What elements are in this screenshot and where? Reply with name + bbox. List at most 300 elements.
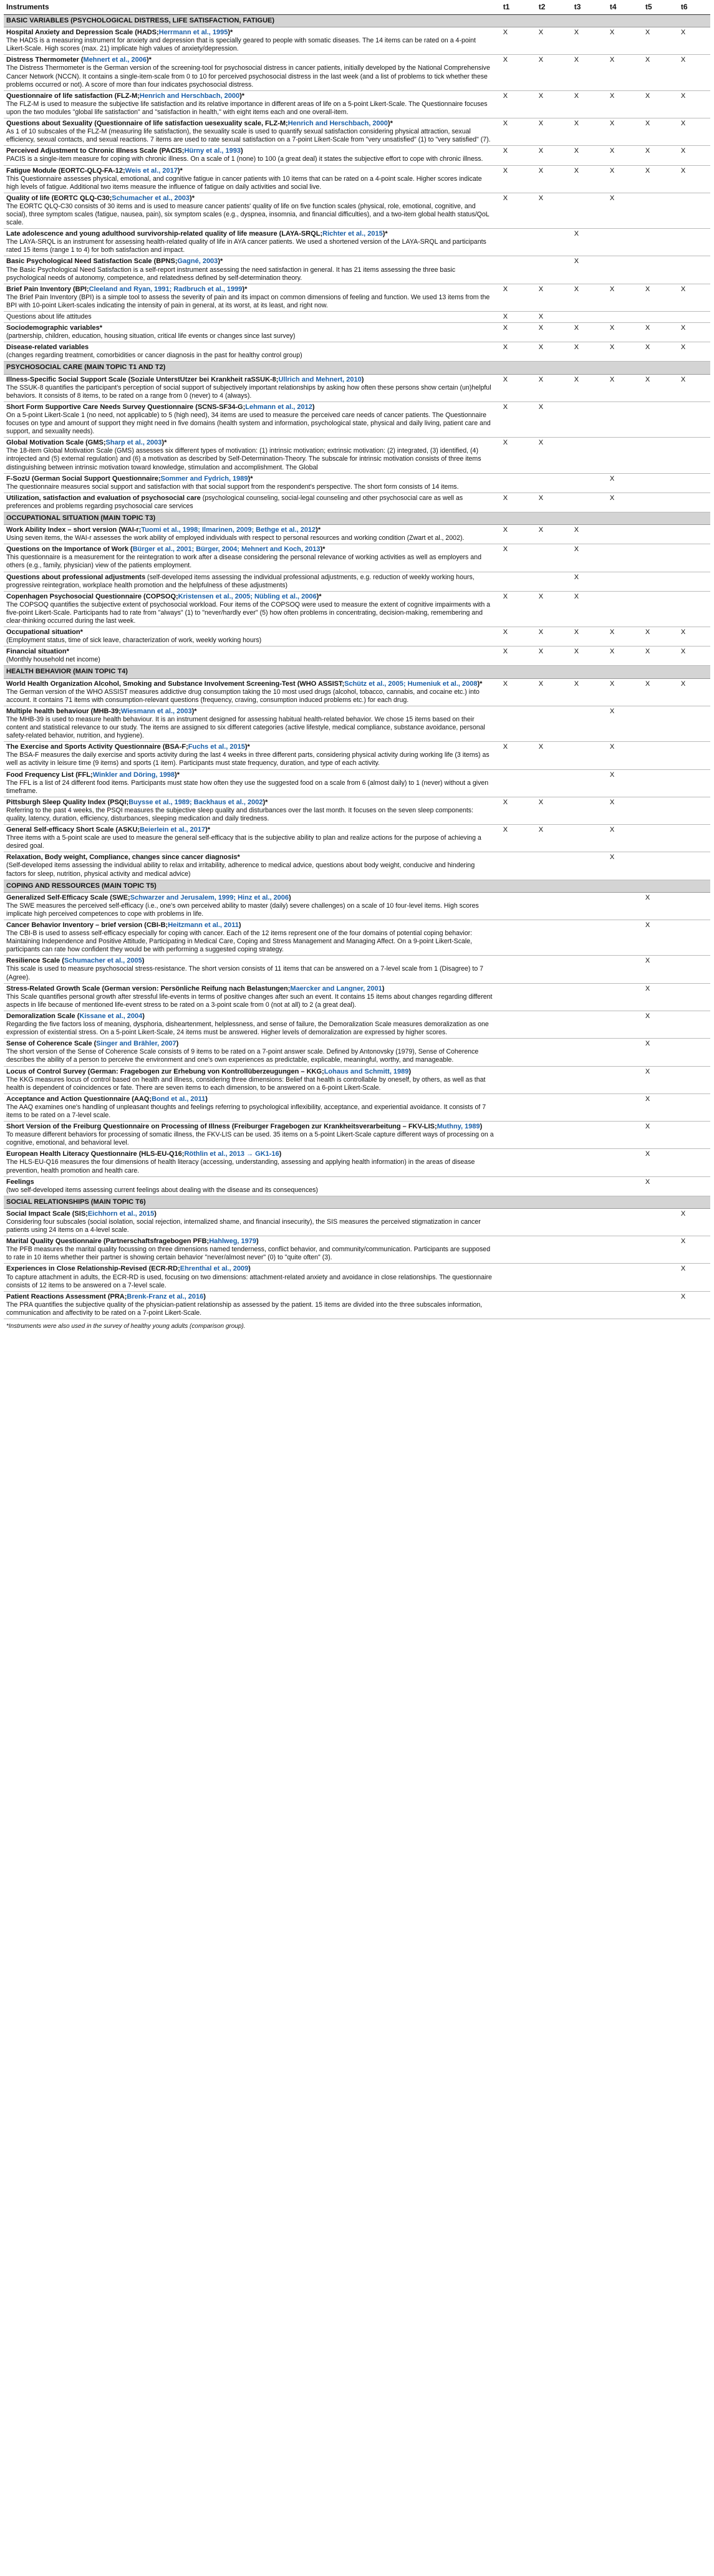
t4-mark bbox=[604, 1011, 639, 1038]
instrument-description: The MHB-39 is used to measure health behaviour. It is an instrument designed for assessing habitual health-related behavior. We chose 15 items based on their content and statistical relevance to our study. The items are assigned to six different categories (active lifestyle, medical compliance, substance avoidance, personal safety-related behavior, nutrition, and hygiene). bbox=[6, 715, 485, 740]
t6-mark bbox=[675, 525, 710, 544]
instrument-name: Quality of life (EORTC QLQ-C30; bbox=[6, 194, 112, 202]
t2-mark: X bbox=[533, 284, 568, 311]
instrument-description: The PFB measures the marital quality focussing on three dimensions named tenderness, conflict behavior, and community/communication. Participants are supposed to rate in 10 items whether their partner is showing certain behavior "never/almost never" (0) to "quite often" (3). bbox=[6, 1246, 491, 1262]
section-header-row bbox=[4, 15, 710, 27]
instrument-name-suffix: )* bbox=[239, 92, 245, 100]
instrument-description: (partnership, children, education, housing situation, critical life events or changes since last survey) bbox=[6, 332, 296, 340]
instrument-name: Disease-related variables bbox=[6, 344, 89, 352]
t5-mark: X bbox=[639, 90, 675, 118]
t4-mark: X bbox=[604, 342, 639, 362]
instrument-name-suffix: )* bbox=[190, 194, 195, 202]
instrument-name: F-SozU (German Social Support Questionnaire; bbox=[6, 474, 161, 483]
table-footnote: *Instruments were also used in the survey of healthy young adults (comparison group). bbox=[6, 1323, 246, 1330]
instrument-reference[interactable]: Sommer and Fydrich, 1989 bbox=[160, 474, 248, 483]
instrument-row bbox=[4, 27, 710, 55]
instrument-cell bbox=[4, 256, 497, 284]
instrument-cell bbox=[4, 284, 497, 311]
t1-mark: X bbox=[497, 544, 533, 572]
instrument-row bbox=[4, 374, 710, 401]
instrument-reference[interactable]: Winkler and Döring, 1998 bbox=[92, 771, 175, 779]
instrument-cell bbox=[4, 1236, 497, 1264]
instrument-row bbox=[4, 146, 710, 165]
t4-mark bbox=[604, 591, 639, 627]
t5-mark bbox=[639, 1264, 675, 1291]
t3-mark bbox=[568, 769, 604, 797]
t4-mark bbox=[604, 312, 639, 323]
t5-mark: X bbox=[639, 284, 675, 311]
t6-mark: X bbox=[675, 342, 710, 362]
instrument-row bbox=[4, 1208, 710, 1236]
instrument-name-suffix: ) bbox=[279, 1150, 282, 1158]
t4-mark bbox=[604, 1066, 639, 1093]
instrument-row bbox=[4, 1039, 710, 1066]
t2-mark bbox=[533, 229, 568, 256]
t4-mark bbox=[604, 956, 639, 983]
t2-mark: X bbox=[533, 627, 568, 646]
instrument-cell bbox=[4, 312, 497, 323]
instrument-name: Global Motivation Scale (GMS; bbox=[6, 439, 106, 447]
instrument-reference[interactable]: Schumacher et al., 2005 bbox=[64, 957, 142, 965]
t3-mark bbox=[568, 1291, 604, 1319]
t3-mark: X bbox=[568, 146, 604, 165]
t1-mark: X bbox=[497, 55, 533, 90]
instrument-name-suffix: )* bbox=[205, 826, 211, 834]
t1-mark: X bbox=[497, 627, 533, 646]
instrument-description: As 1 of 10 subscales of the FLZ-M (measuring life satisfaction), the sexuality scale is used to quantify sexual satisfaction considering physical attraction, sexual efficiency, sexual contacts, and sexual reactions. 7 items are used to rate sexual satisfaction on a 7-point Likert-Scale from "very unsatisfied" (1) to "very satisfied" (7). bbox=[6, 128, 491, 144]
t1-mark: X bbox=[497, 90, 533, 118]
instrument-row bbox=[4, 284, 710, 311]
t1-mark bbox=[497, 1236, 533, 1264]
t1-mark bbox=[497, 769, 533, 797]
instrument-name-suffix: )* bbox=[191, 707, 197, 715]
t1-mark bbox=[497, 920, 533, 956]
t3-mark: X bbox=[568, 544, 604, 572]
instrument-reference[interactable]: Ullrich and Mehnert, 2010 bbox=[278, 375, 362, 383]
t5-mark: X bbox=[639, 956, 675, 983]
t5-column-header: t5 bbox=[639, 0, 675, 15]
t3-mark: X bbox=[568, 165, 604, 193]
t6-mark bbox=[675, 572, 710, 591]
instrument-reference[interactable]: Schütz et al., 2005; Humeniuk et al., 2008 bbox=[344, 680, 478, 688]
t1-mark bbox=[497, 1176, 533, 1196]
instrument-row bbox=[4, 193, 710, 228]
instrument-cell bbox=[4, 678, 497, 706]
t4-mark: X bbox=[604, 797, 639, 824]
instrument-name-suffix: )* bbox=[162, 439, 167, 447]
instrument-name: Demoralization Scale ( bbox=[6, 1012, 80, 1020]
instrument-reference[interactable]: Hahlweg, 1979 bbox=[209, 1238, 257, 1246]
t2-mark bbox=[533, 920, 568, 956]
instrument-reference[interactable]: Henrich and Herschbach, 2000 bbox=[287, 120, 388, 128]
t4-mark: X bbox=[604, 769, 639, 797]
instrument-name-suffix: ) bbox=[480, 1123, 483, 1131]
instrument-reference[interactable]: Brenk-Franz et al., 2016 bbox=[127, 1292, 204, 1300]
t2-mark bbox=[533, 983, 568, 1011]
t1-column-header: t1 bbox=[497, 0, 533, 15]
instrument-description: (changes regarding treatment, comorbidities or cancer diagnosis in the past for healthy control group) bbox=[6, 352, 302, 360]
t5-mark bbox=[639, 769, 675, 797]
t6-mark bbox=[675, 438, 710, 473]
t6-mark bbox=[675, 256, 710, 284]
instrument-reference[interactable]: Maercker and Langner, 2001 bbox=[290, 984, 382, 992]
t2-column-header: t2 bbox=[533, 0, 568, 15]
t4-mark bbox=[604, 438, 639, 473]
instrument-description: Referring to the past 4 weeks, the PSQI measures the subjective sleep quality and disturbances over the last month. It focuses on the seven sleep components: quality, latency, duration, efficiency, disturbances, sleeping medication and daily tiredness. bbox=[6, 806, 474, 822]
instrument-cell bbox=[4, 825, 497, 852]
instrument-row bbox=[4, 1066, 710, 1093]
t5-mark: X bbox=[639, 1011, 675, 1038]
t4-mark: X bbox=[604, 493, 639, 512]
table-body bbox=[4, 15, 710, 1319]
t3-mark: X bbox=[568, 342, 604, 362]
instrument-name: Questions on the Importance of Work ( bbox=[6, 545, 133, 554]
t6-mark bbox=[675, 797, 710, 824]
instrument-reference[interactable]: Kissane et al., 2004 bbox=[79, 1012, 143, 1020]
instrument-name: Social Impact Scale (SIS; bbox=[6, 1209, 88, 1218]
instrument-cell bbox=[4, 1039, 497, 1066]
instrument-cell bbox=[4, 342, 497, 362]
instrument-cell bbox=[4, 920, 497, 956]
t3-mark: X bbox=[568, 229, 604, 256]
instrument-name-suffix: ) bbox=[361, 375, 364, 383]
t3-mark bbox=[568, 1208, 604, 1236]
t3-mark: X bbox=[568, 118, 604, 146]
t3-mark bbox=[568, 852, 604, 880]
instrument-name-suffix: )* bbox=[248, 474, 253, 483]
t5-mark bbox=[639, 256, 675, 284]
t2-mark: X bbox=[533, 742, 568, 769]
instrument-cell bbox=[4, 1176, 497, 1196]
t3-mark bbox=[568, 920, 604, 956]
instrument-cell bbox=[4, 742, 497, 769]
instrument-name: Resilience Scale ( bbox=[6, 957, 64, 965]
t4-mark bbox=[604, 572, 639, 591]
t1-mark: X bbox=[497, 742, 533, 769]
instrument-reference[interactable]: Weis et al., 2017 bbox=[125, 166, 178, 175]
instrument-name-suffix: ) bbox=[176, 1040, 179, 1048]
t5-mark bbox=[639, 572, 675, 591]
instrument-reference[interactable]: Ehrenthal et al., 2009 bbox=[180, 1265, 249, 1273]
t1-mark bbox=[497, 706, 533, 741]
t6-mark: X bbox=[675, 1236, 710, 1264]
t4-mark: X bbox=[604, 473, 639, 493]
t5-mark bbox=[639, 1236, 675, 1264]
t1-mark bbox=[497, 1264, 533, 1291]
t3-mark bbox=[568, 193, 604, 228]
section-header-row bbox=[4, 1196, 710, 1208]
instrument-cell bbox=[4, 591, 497, 627]
t6-mark: X bbox=[675, 1291, 710, 1319]
t4-mark: X bbox=[604, 374, 639, 401]
t3-mark: X bbox=[568, 627, 604, 646]
t3-mark bbox=[568, 1149, 604, 1176]
instrument-cell bbox=[4, 852, 497, 880]
instrument-reference[interactable]: Eichhorn et al., 2015 bbox=[87, 1209, 155, 1218]
instrument-row bbox=[4, 769, 710, 797]
instrument-name: Short Form Supportive Care Needs Survey Questionnaire (SCNS-SF34-G; bbox=[6, 403, 246, 411]
t2-mark: X bbox=[533, 438, 568, 473]
instrument-cell bbox=[4, 525, 497, 544]
t1-mark: X bbox=[497, 401, 533, 437]
instrument-row bbox=[4, 256, 710, 284]
t2-mark: X bbox=[533, 342, 568, 362]
instrument-reference[interactable]: Sharp et al., 2003 bbox=[105, 439, 162, 447]
instrument-row bbox=[4, 825, 710, 852]
instrument-reference[interactable]: Richter et al., 2015 bbox=[322, 230, 383, 238]
instrument-name: World Health Organization Alcohol, Smoking and Substance Involvement Screening-Test (WHO ASSIST; bbox=[6, 680, 345, 688]
instrument-reference[interactable]: Heitzmann et al., 2011 bbox=[168, 921, 239, 929]
t4-mark bbox=[604, 1291, 639, 1319]
instrument-description: This Questionnaire assesses physical, emotional, and cognitive fatigue in cancer patients with 10 items that can be rated on a 4-point scale. Higher scores indicate high levels of fatigue. Additional two items measure the influence of fatigue on daily activities and social live. bbox=[6, 175, 482, 191]
instrument-name-suffix: ) bbox=[240, 147, 243, 155]
instrument-row bbox=[4, 342, 710, 362]
instrument-row bbox=[4, 627, 710, 646]
instrument-row bbox=[4, 983, 710, 1011]
instrument-reference[interactable]: Herrmann et al., 1995 bbox=[158, 29, 228, 37]
instrument-name: Patient Reactions Assessment (PRA; bbox=[6, 1292, 127, 1300]
instrument-row bbox=[4, 165, 710, 193]
t3-mark bbox=[568, 706, 604, 741]
instrument-name: Financial situation* bbox=[6, 648, 69, 656]
instrument-name: Questionnaire of life satisfaction (FLZ-M; bbox=[6, 92, 140, 100]
section-title: HEALTH BEHAVIOR (MAIN TOPIC T4) bbox=[4, 666, 710, 678]
instrument-description: On a 5-point Likert-Scale 1 (no need, not applicable) to 5 (high need), 34 items are used to measure the perceived care needs of cancer patients. The Questionnaire focuses on type and amount of support they might need in five domains (health system and information, psychological state, physical and daily living, patient care and support, and sexuality needs). bbox=[6, 411, 491, 436]
instrument-cell bbox=[4, 1149, 497, 1176]
instrument-name-suffix: ) bbox=[238, 921, 241, 929]
t5-mark bbox=[639, 742, 675, 769]
t3-mark: X bbox=[568, 591, 604, 627]
t2-mark: X bbox=[533, 591, 568, 627]
t4-mark bbox=[604, 1122, 639, 1149]
t3-mark bbox=[568, 742, 604, 769]
instrument-reference[interactable]: Henrich and Herschbach, 2000 bbox=[139, 92, 240, 100]
t5-mark: X bbox=[639, 118, 675, 146]
instrument-reference[interactable]: Bürger et al., 2001; Bürger, 2004; Mehnert and Koch, 2013 bbox=[132, 545, 321, 554]
instrument-cell bbox=[4, 374, 497, 401]
t5-mark bbox=[639, 706, 675, 741]
t5-mark: X bbox=[639, 1093, 675, 1121]
t1-mark: X bbox=[497, 797, 533, 824]
t6-mark: X bbox=[675, 146, 710, 165]
instrument-reference[interactable]: Beierlein et al., 2017 bbox=[139, 826, 206, 834]
t6-mark: X bbox=[675, 90, 710, 118]
t2-mark bbox=[533, 1093, 568, 1121]
instrument-name-suffix: )* bbox=[263, 798, 268, 806]
section-title: OCCUPATIONAL SITUATION (MAIN TOPIC T3) bbox=[4, 512, 710, 524]
t4-mark bbox=[604, 544, 639, 572]
t1-mark bbox=[497, 473, 533, 493]
instrument-description: Regarding the five factors loss of meaning, dysphoria, disheartenment, helplessness, and sense of failure, the Demoralization Scale measures demoralization as one expression of existential stress. On a 5-point Likert-Scale, 24 items must be answered. Higher levels of demoralization are expressed by higher scores. bbox=[6, 1021, 489, 1037]
instrument-reference[interactable]: Cleeland and Ryan, 1991; Radbruch et al., 1999 bbox=[89, 285, 243, 293]
instrument-name-suffix: )* bbox=[316, 592, 322, 600]
t5-mark: X bbox=[639, 646, 675, 666]
t2-mark bbox=[533, 1208, 568, 1236]
t3-mark bbox=[568, 493, 604, 512]
instrument-reference[interactable]: Schwarzer and Jerusalem, 1999; Hinz et al., 2006 bbox=[130, 893, 289, 901]
t6-mark bbox=[675, 983, 710, 1011]
t4-mark bbox=[604, 525, 639, 544]
t3-mark bbox=[568, 825, 604, 852]
t4-mark: X bbox=[604, 852, 639, 880]
instrument-name-suffix: ) bbox=[248, 1265, 251, 1273]
instrument-row bbox=[4, 572, 710, 591]
section-title: SOCIAL RELATIONSHIPS (MAIN TOPIC T6) bbox=[4, 1196, 710, 1208]
instrument-cell bbox=[4, 90, 497, 118]
t4-mark: X bbox=[604, 284, 639, 311]
t2-mark: X bbox=[533, 646, 568, 666]
instrument-reference[interactable]: Gagné, 2003 bbox=[177, 257, 218, 266]
instrument-name: Utilization, satisfaction and evaluation of psychosocial care bbox=[6, 494, 201, 502]
instrument-name-suffix: )* bbox=[242, 285, 248, 293]
t3-mark bbox=[568, 892, 604, 920]
table-header-row bbox=[4, 0, 710, 15]
t6-mark bbox=[675, 591, 710, 627]
t6-mark bbox=[675, 1066, 710, 1093]
instrument-description: The Basic Psychological Need Satisfaction is a self-report instrument assessing the need satisfaction in general. It has 21 items assessing the three basic psychological needs of autonomy, competence, and relatedness defined by self-determination theory. bbox=[6, 266, 456, 282]
t1-mark: X bbox=[497, 525, 533, 544]
t3-mark bbox=[568, 1066, 604, 1093]
instrument-description: PACIS is a single-item measure for coping with chronic illness. On a scale of 1 (none) to 100 (a great deal) it states the subjective effort to cope with chronic illness. bbox=[6, 155, 483, 163]
instrument-cell bbox=[4, 401, 497, 437]
t4-mark bbox=[604, 401, 639, 437]
t4-mark: X bbox=[604, 193, 639, 228]
t4-mark: X bbox=[604, 118, 639, 146]
instrument-row bbox=[4, 323, 710, 342]
instrument-reference[interactable]: Röthlin et al., 2013 → GK1-16 bbox=[184, 1150, 279, 1158]
t6-mark: X bbox=[675, 646, 710, 666]
instrument-reference[interactable]: Wiesmann et al., 2003 bbox=[120, 707, 192, 715]
instrument-name: Experiences in Close Relationship-Revised (ECR-RD; bbox=[6, 1265, 180, 1273]
t4-mark: X bbox=[604, 627, 639, 646]
instrument-row bbox=[4, 438, 710, 473]
t3-mark bbox=[568, 1176, 604, 1196]
instrument-description: The LAYA-SRQL is an instrument for assessing health-related quality of life in AYA cancer patients. We used a shortened version of the LAYA-SRQL and participants rated 15 items (range 1 to 4) for both satisfaction and impact. bbox=[6, 238, 486, 254]
t6-mark bbox=[675, 1093, 710, 1121]
instrument-description: The PRA quantifies the subjective quality of the physician-patient relationship as assessed by the patient. 15 items are divided into the three subscales information, communication and affectivity to be rated on a 7-point Likert-Scale. bbox=[6, 1300, 483, 1317]
instrument-description: To capture attachment in adults, the ECR-RD is used, focusing on two dimensions: attachment-related anxiety and avoidance in close relationships. The questionnaire consists of 12 items to be answered on a 7-level scale. bbox=[6, 1273, 492, 1289]
t1-mark bbox=[497, 229, 533, 256]
t3-column-header: t3 bbox=[568, 0, 604, 15]
t6-mark: X bbox=[675, 27, 710, 55]
instrument-reference[interactable]: Schumacher et al., 2003 bbox=[112, 194, 190, 202]
instrument-name: European Health Literacy Questionnaire (HLS-EU-Q16; bbox=[6, 1150, 185, 1158]
instrument-reference[interactable]: Bond et al., 2011 bbox=[152, 1095, 206, 1103]
t2-mark: X bbox=[533, 525, 568, 544]
t2-mark: X bbox=[533, 27, 568, 55]
t3-mark bbox=[568, 401, 604, 437]
instrument-row bbox=[4, 852, 710, 880]
instrument-cell bbox=[4, 1208, 497, 1236]
t2-mark bbox=[533, 1039, 568, 1066]
instrument-name: Questions about Sexuality (Questionnaire of life satisfaction uesexuality scale, FLZ-M; bbox=[6, 120, 288, 128]
instrument-description: Using seven items, the WAI-r assesses the work ability of employed individuals with respect to personal resources and working condition (Zwart et al., 2002). bbox=[6, 534, 465, 542]
t1-mark: X bbox=[497, 825, 533, 852]
instrument-description: This Scale quantifies personal growth after stressful life-events in terms of positive changes after such an event. It contains 15 items about changes regarding different aspects in life because of mentioned life-event stress to be rated on a 3-point scale from 0 (not at all) to 2 (a great deal). bbox=[6, 992, 493, 1009]
instrument-cell bbox=[4, 544, 497, 572]
instrument-description: The EORTC QLQ-C30 consists of 30 items and is used to measure cancer patients' quality of life on five function scales (physical, role, emotional, cognitive, and social), three symptom scales (fatigue, nausea, pain), six symptom scales (e.g., dyspnea, insomnia, and financial difficulties), and a two-item global health status/QoL scale. bbox=[6, 202, 490, 227]
instrument-description: This scale is used to measure psychosocial stress-resistance. The short version consists of 11 items that can be answered on a 7-level scale from 1 (Disagree) to 7 (Agree). bbox=[6, 965, 484, 981]
t5-mark bbox=[639, 591, 675, 627]
instrument-reference[interactable]: Lehmann et al., 2012 bbox=[245, 403, 312, 411]
instrument-cell bbox=[4, 572, 497, 591]
t5-mark: X bbox=[639, 55, 675, 90]
t6-mark bbox=[675, 401, 710, 437]
instrument-row bbox=[4, 544, 710, 572]
t3-mark bbox=[568, 1264, 604, 1291]
t4-mark bbox=[604, 983, 639, 1011]
t5-mark bbox=[639, 825, 675, 852]
t3-mark bbox=[568, 438, 604, 473]
instrument-name: The Exercise and Sports Activity Questionnaire (BSA-F; bbox=[6, 743, 188, 751]
instrument-reference[interactable]: Kristensen et al., 2005; Nübling et al., 2006 bbox=[178, 592, 317, 600]
instrument-row bbox=[4, 1011, 710, 1038]
instrument-description: The CBI-B is used to assess self-efficacy especially for coping with cancer. Each of the 12 items represent one of the four domains of potential coping behavior: Maintaining Independence and Positive Attitude, Participating in Medical Care, Coping and Stress Management and Managing Affect. On a 9-point Likert-Scale, participants can rate how confident they would be with performing a suggested coping strategy. bbox=[6, 930, 473, 954]
instrument-reference[interactable]: Lohaus and Schmitt, 1989 bbox=[324, 1067, 409, 1075]
instrument-row bbox=[4, 118, 710, 146]
t2-mark bbox=[533, 1149, 568, 1176]
instrument-row bbox=[4, 1149, 710, 1176]
instrument-description: The German version of the WHO ASSIST measures addictive drug consumption taking the 10 most used drugs (alcohol, tobacco, cannabis, and cocaine etc.) into account. It contains 71 items with consumption-relevant questions (frequency, craving, consumption induced problems etc.) for each drug. bbox=[6, 688, 480, 704]
t3-mark: X bbox=[568, 284, 604, 311]
instrument-name: Late adolescence and young adulthood survivorship-related quality of life measure (LAYA-SRQL; bbox=[6, 230, 323, 238]
section-title: PSYCHOSOCIAL CARE (MAIN TOPIC T1 AND T2) bbox=[4, 362, 710, 374]
t4-mark bbox=[604, 1093, 639, 1121]
t5-mark bbox=[639, 229, 675, 256]
t3-mark bbox=[568, 1011, 604, 1038]
t3-mark: X bbox=[568, 572, 604, 591]
instrument-row bbox=[4, 401, 710, 437]
instrument-reference[interactable]: Muthny, 1989 bbox=[437, 1123, 480, 1131]
instrument-row bbox=[4, 742, 710, 769]
t6-mark bbox=[675, 229, 710, 256]
instrument-description: Considering four subscales (social isolation, social rejection, internalized shame, and financial insecurity), the SIS measures the perceived stigmatization in cancer patients using 24 items on a 4-level scale. bbox=[6, 1218, 481, 1234]
instrument-name: Cancer Behavior Inventory – brief version (CBI-B; bbox=[6, 921, 168, 929]
t6-mark bbox=[675, 742, 710, 769]
instrument-row bbox=[4, 646, 710, 666]
instrument-name: Perceived Adjustment to Chronic Illness Scale (PACIS; bbox=[6, 147, 185, 155]
instrument-description: The Distress Thermometer is the German version of the screening-tool for psychosocial distress in cancer patients, initially developed by the National Comprehensive Cancer Network (NCCN). It contains a single-item-scale from 0 to 10 for perceived psychosocial distress in the last week (and a list of problems to tick whether these problems occurred or not). A score of more than four indicates psychosocial distress. bbox=[6, 64, 490, 89]
t1-mark: X bbox=[497, 493, 533, 512]
t2-mark bbox=[533, 706, 568, 741]
instrument-description: The HADS is a measuring instrument for anxiety and depression that is specially geared to people with somatic diseases. The 14 items can be rated on a 4-point Likert-Scale. High scores (max. 21) implicate high values of anxiety/depression. bbox=[6, 37, 476, 53]
t2-mark: X bbox=[533, 165, 568, 193]
t2-mark: X bbox=[533, 193, 568, 228]
instrument-reference[interactable]: Singer and Brähler, 2007 bbox=[96, 1040, 176, 1048]
t5-mark: X bbox=[639, 342, 675, 362]
instrument-name: Stress-Related Growth Scale (German version: Persönliche Reifung nach Belastungen; bbox=[6, 984, 291, 992]
instrument-reference[interactable]: Tuomi et al., 1998; Ilmarinen, 2009; Bethge et al., 2012 bbox=[141, 526, 316, 534]
t5-mark bbox=[639, 1208, 675, 1236]
t6-mark bbox=[675, 473, 710, 493]
instrument-cell bbox=[4, 1264, 497, 1291]
instrument-row bbox=[4, 1176, 710, 1196]
t3-mark bbox=[568, 797, 604, 824]
t5-mark: X bbox=[639, 1176, 675, 1196]
t1-mark bbox=[497, 1093, 533, 1121]
t4-mark: X bbox=[604, 146, 639, 165]
t3-mark bbox=[568, 956, 604, 983]
instrument-row bbox=[4, 1236, 710, 1264]
instrument-reference[interactable]: Fuchs et al., 2015 bbox=[188, 743, 245, 751]
instrument-description: The AAQ examines one's handling of unpleasant thoughts and feelings referring to psychological inflexibility, acceptance, and experiential avoidance. It consists of 7 items to be rated on a 7-level scale. bbox=[6, 1103, 486, 1119]
instrument-name-suffix: )* bbox=[177, 166, 183, 175]
instrument-reference[interactable]: Hürny et al., 1993 bbox=[184, 147, 241, 155]
instrument-name: Work Ability Index – short version (WAI-r; bbox=[6, 526, 142, 534]
instrument-reference[interactable]: Buysse et al., 1989; Backhaus et al., 2002 bbox=[128, 798, 263, 806]
instrument-reference[interactable]: Mehnert et al., 2006 bbox=[83, 56, 147, 64]
t2-mark: X bbox=[533, 90, 568, 118]
